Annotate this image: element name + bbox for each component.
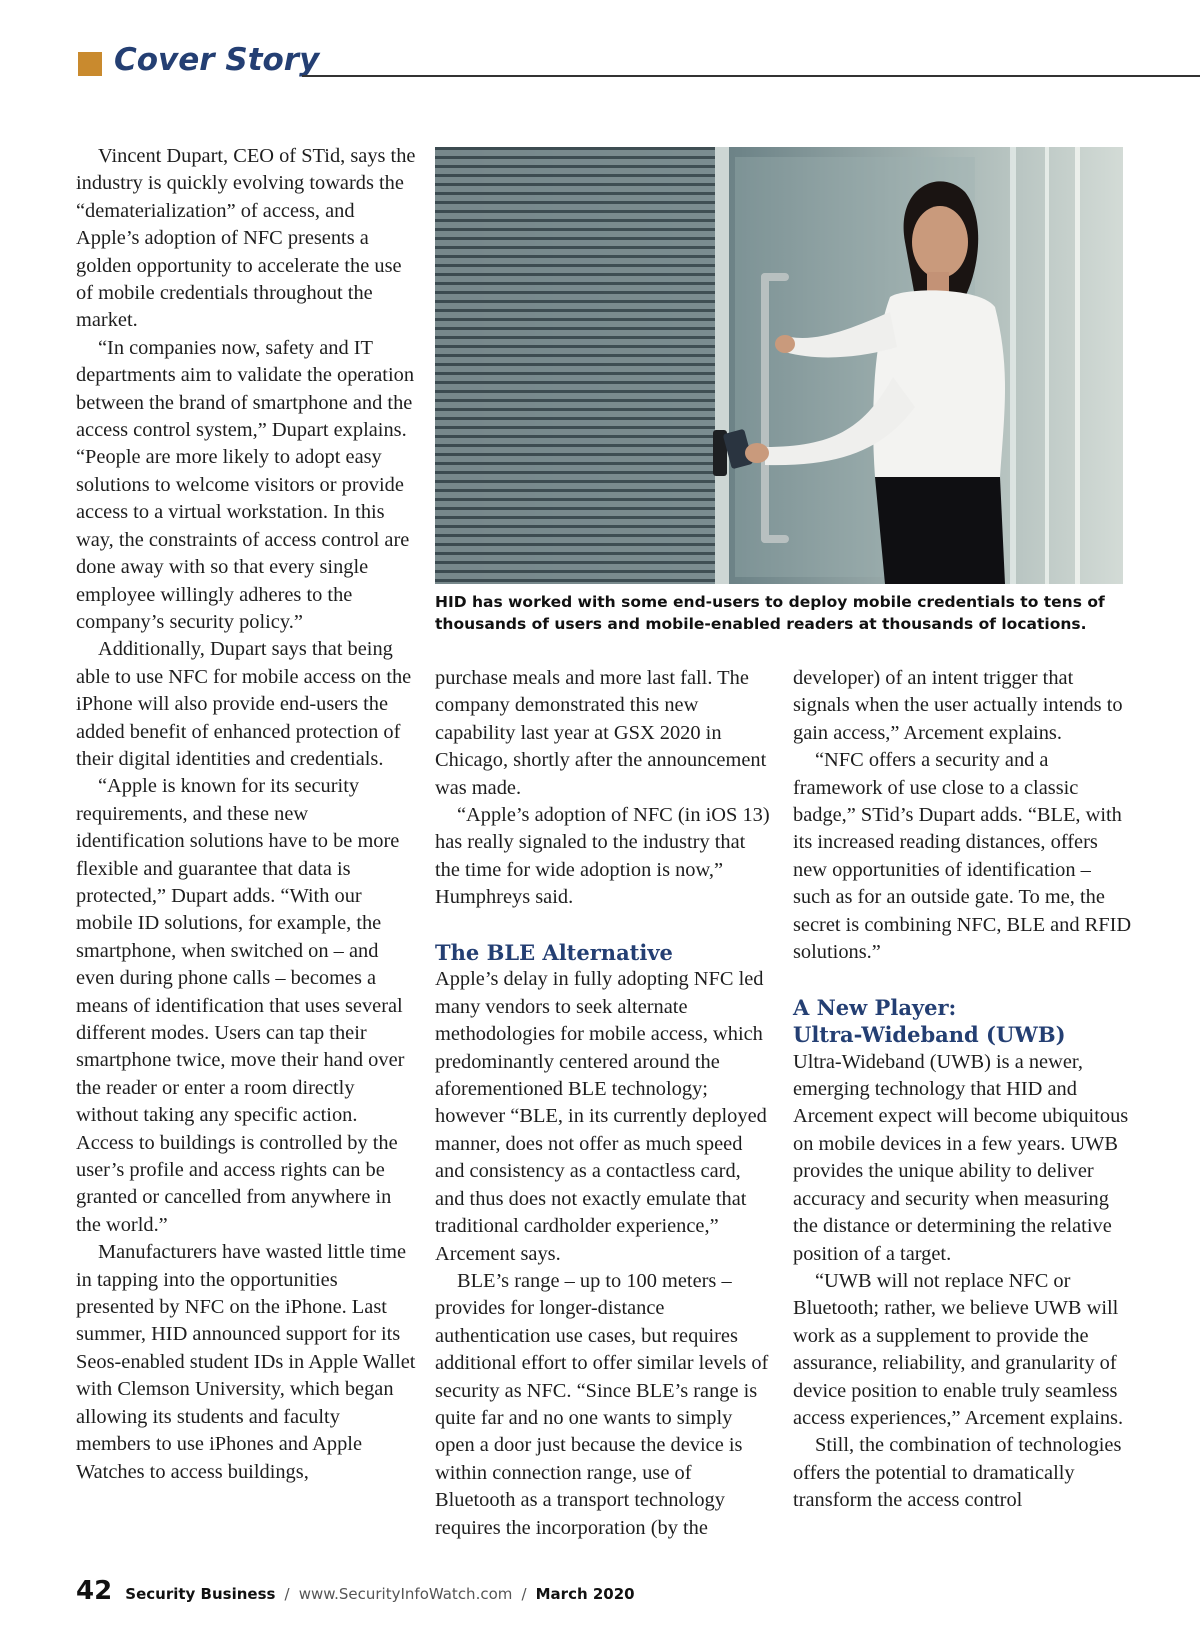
spacer <box>793 966 1133 993</box>
footer-separator: / <box>521 1585 527 1603</box>
paragraph: Ultra-Wideband (UWB) is a newer, emerging technology that HID and Arcement expect will become ubiquitous on mobile devices in a few years. UWB provides the unique ability to deliver accuracy and security when measuring the distance or determining the relative position of a target. <box>793 1050 1129 1265</box>
paragraph: “NFC offers a security and a framework of use close to a classic badge,” STid’s Dupart adds. “BLE, with its increased reading distances, offers new opportunities of identification – such as for an outside gate. To me, the secret is combining NFC, BLE and RFID solutions.” <box>793 749 1132 964</box>
issue-date: March 2020 <box>535 1585 635 1603</box>
header-rule <box>302 75 1200 77</box>
article-photo <box>435 147 1123 584</box>
photo-caption: HID has worked with some end-users to deploy mobile credentials to tens of thousands of users and mobile-enabled readers at thousands of locations. <box>435 593 1105 633</box>
subheading-line-2: Ultra-Wideband (UWB) <box>793 1022 1066 1048</box>
paragraph: BLE’s range – up to 100 meters – provides for longer-distance authentication use cases, but requires additional effort to offer similar levels of security as NFC. “Since BLE’s range is quite far and no one wants to simply open a door just because the device is within connection range, use of Bluetooth as a transport technology requires the incorporation (by the <box>435 1269 769 1539</box>
website-url: www.SecurityInfoWatch.com <box>298 1585 513 1603</box>
paragraph: “In companies now, safety and IT departments aim to validate the operation between the brand of smartphone and the access control system,” Dupart explains. “People are more likely to adopt easy solutions to welcome visitors or provide access to a virtual workstation. In this way, the constraints of access control are done away with so that every single employee willingly adheres to the company’s security policy.” <box>76 336 415 633</box>
page-number: 42 <box>76 1576 113 1606</box>
section-header <box>78 42 1200 82</box>
paragraph: purchase meals and more last fall. The company demonstrated this new capability last year at GSX 2020 in Chicago, shortly after the announcement was made. <box>435 667 767 799</box>
section-marker <box>78 52 102 76</box>
subheading-line-1: A New Player: <box>793 994 957 1020</box>
paragraph: Still, the combination of technologies offers the potential to dramatically transform the access control <box>793 1434 1122 1512</box>
article-column-2 <box>435 665 775 1542</box>
paragraph: Additionally, Dupart says that being able to use NFC for mobile access on the iPhone will also provide end-users the added benefit of enhanced protection of their digital identities and credentials. <box>76 638 412 770</box>
article-column-3 <box>793 665 1133 1515</box>
paragraph: Manufacturers have wasted little time in tapping into the opportunities presented by NFC on the iPhone. Last summer, HID announced support for its Seos-enabled student IDs in Apple Wallet with Clemson University, which began allowing its students and faculty members to use iPhones and Apple Watches to access buildings, <box>76 1241 416 1483</box>
paragraph: “Apple’s adoption of NFC (in iOS 13) has really signaled to the industry that the time for wide adoption is now,” Humphreys said. <box>435 804 770 909</box>
article-column-1 <box>76 143 416 1486</box>
publication-name: Security Business <box>125 1585 276 1603</box>
paragraph: “Apple is known for its security requirements, and these new identification solutions have to be more flexible and guarantee that data is protected,” Dupart adds. “With our mobile ID solutions, for example, the smartphone, when switched on – and even during phone calls – becomes a means of identification that uses several different modes. Users can tap their smartphone twice, move their hand over the reader or enter a room directly without taking any specific action. Access to buildings is controlled by the user’s profile and access rights can be granted or cancelled from anywhere in the world.” <box>76 775 405 1236</box>
section-title: Cover Story <box>114 42 320 78</box>
photo-woman-at-glass-door <box>435 147 1123 584</box>
paragraph: “UWB will not replace NFC or Bluetooth; rather, we believe UWB will work as a supplement to provide the assurance, reliability, and granularity of device position to enable truly seamless access experiences,” Arcement explains. <box>793 1269 1124 1429</box>
subheading: The BLE Alternative <box>435 940 673 966</box>
page-footer <box>76 1576 635 1610</box>
spacer <box>435 912 775 939</box>
paragraph: Vincent Dupart, CEO of STid, says the industry is quickly evolving towards the “dematerialization” of access, and Apple’s adoption of NFC presents a golden opportunity to accelerate the use of mobile credentials throughout the market. <box>76 145 416 332</box>
paragraph: developer) of an intent trigger that signals when the user actually intends to gain access,” Arcement explains. <box>793 667 1123 744</box>
footer-separator: / <box>284 1585 290 1603</box>
paragraph: Apple’s delay in fully adopting NFC led many vendors to seek alternate methodologies for mobile access, which predominantly centered around the aforementioned BLE technology; however “BLE, in its currently deployed manner, does not offer as much speed and consistency as a contactless card, and thus does not exactly emulate that traditional cardholder experience,” Arcement says. <box>435 968 767 1265</box>
